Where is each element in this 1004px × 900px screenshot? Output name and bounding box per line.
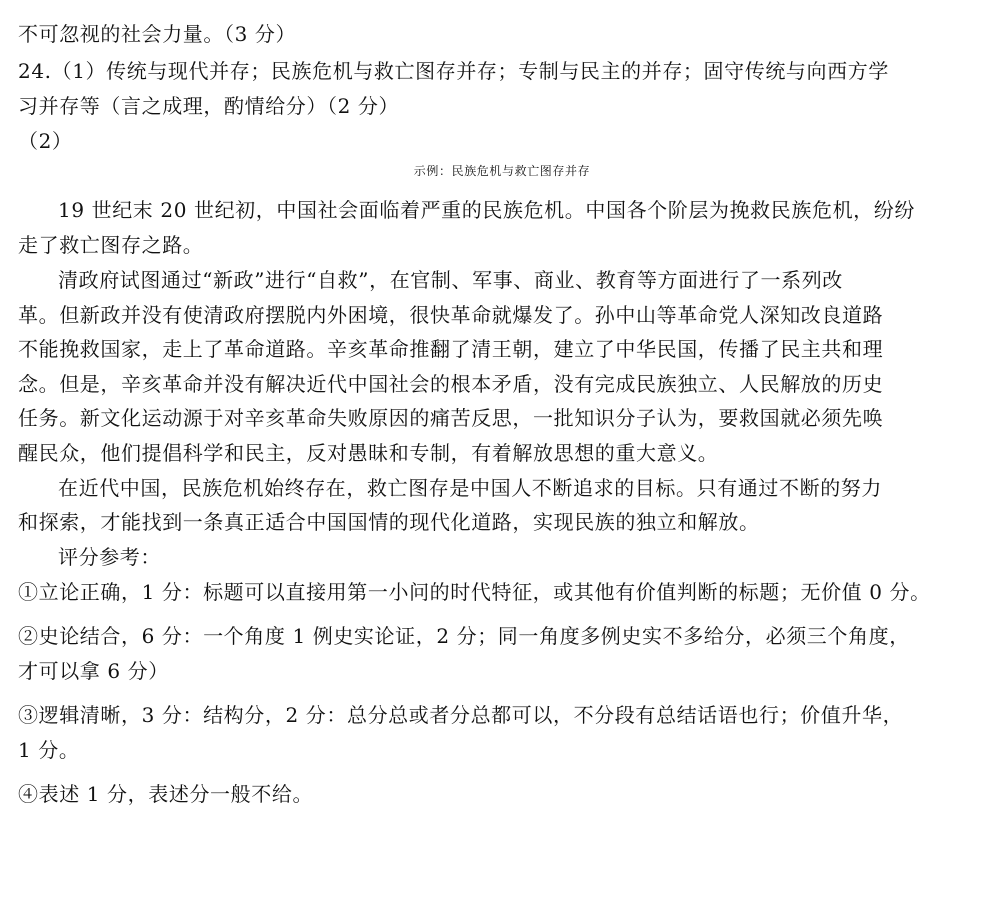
essay-line-5: 不能挽救国家，走上了革命道路。辛亥革命推翻了清王朝，建立了中华民国，传播了民主共和理 [18,337,884,361]
essay-line-8: 醒民众，他们提倡科学和民主，反对愚昧和专制，有着解放思想的重大意义。 [18,441,719,465]
scoring-item-1: ①立论正确，1 分：标题可以直接用第一小问的时代特征，或其他有价值判断的标题；无价值 0 分。 [18,580,931,604]
scoring-item-2-line2: 才可以拿 6 分） [18,659,169,683]
text-line-1: 不可忽视的社会力量。（3 分） [18,22,297,46]
question-24-part1-line1: 24.（1）传统与现代并存；民族危机与救亡图存并存；专制与民主的并存；固守传统与向西方学 [18,59,889,83]
example-essay-title: 示例：民族危机与救亡图存并存 [413,164,591,178]
scoring-item-3-line1: ③逻辑清晰，3 分：结构分，2 分：总分总或者分总都可以，不分段有总结话语也行；价值升华， [18,703,904,727]
essay-line-6: 念。但是，辛亥革命并没有解决近代中国社会的根本矛盾，没有完成民族独立、人民解放的历史 [18,372,884,396]
scoring-item-4: ④表述 1 分，表述分一般不给。 [18,782,314,806]
question-24-part1-line2: 习并存等（言之成理，酌情给分）（2 分） [18,94,400,118]
question-24-part2-label: （2） [18,129,73,153]
scoring-item-2-line1: ②史论结合，6 分：一个角度 1 例史实论证，2 分；同一角度多例史实不多给分，必须三个角度， [18,624,910,648]
essay-line-2: 走了救亡图存之路。 [18,233,204,257]
scoring-reference-heading: 评分参考： [58,545,161,569]
scoring-item-3-line2: 1 分。 [18,738,80,762]
essay-line-4: 革。但新政并没有使清政府摆脱内外困境，很快革命就爆发了。孙中山等革命党人深知改良道路 [18,303,884,327]
essay-line-10: 和探索，才能找到一条真正适合中国国情的现代化道路，实现民族的独立和解放。 [18,510,760,534]
essay-line-3: 清政府试图通过“新政”进行“自救”，在官制、军事、商业、教育等方面进行了一系列改 [58,268,843,292]
essay-line-7: 任务。新文化运动源于对辛亥革命失败原因的痛苦反思，一批知识分子认为，要救国就必须先唤 [18,406,884,430]
essay-line-1: 19 世纪末 20 世纪初，中国社会面临着严重的民族危机。中国各个阶层为挽救民族危机，纷纷 [58,198,915,222]
essay-line-9: 在近代中国，民族危机始终存在，救亡图存是中国人不断追求的目标。只有通过不断的努力 [58,476,882,500]
